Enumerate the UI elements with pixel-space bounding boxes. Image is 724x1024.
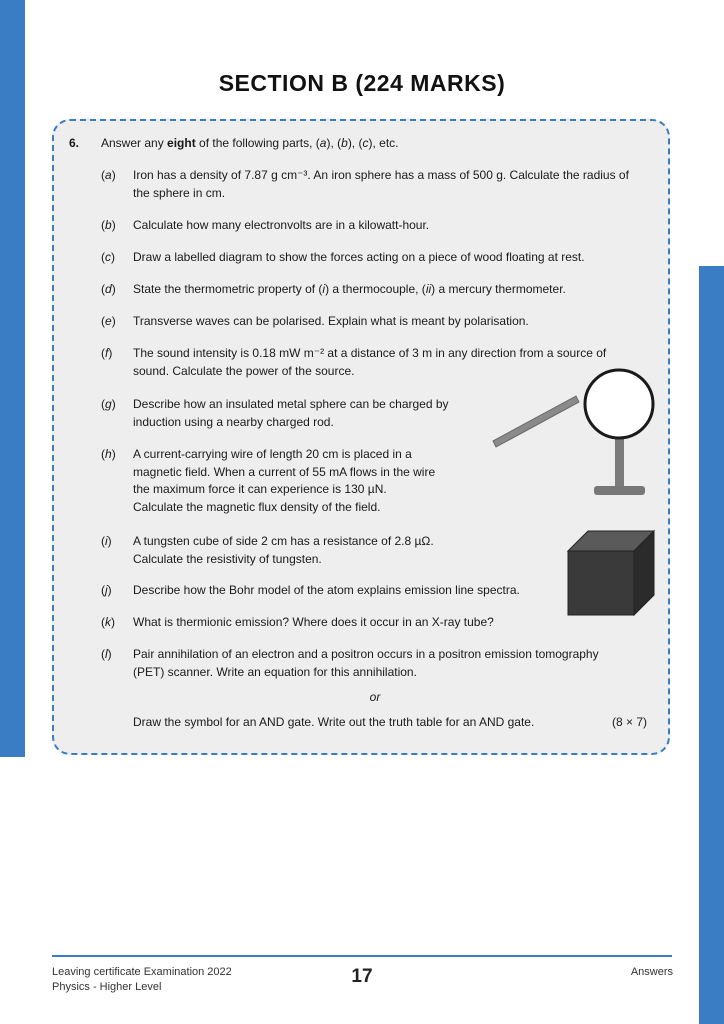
part-label-c: (c) <box>101 250 115 264</box>
part-label-g: (g) <box>101 397 116 411</box>
part-label-f: (f) <box>101 346 113 360</box>
question-intro: Answer any eight of the following parts, (a), (b), (c), etc. <box>101 136 399 150</box>
part-label-e: (e) <box>101 314 116 328</box>
part-a-text: Iron has a density of 7.87 g cm⁻³. An iron sphere has a mass of 500 g. Calculate the radius of the sphere in cm. <box>133 168 629 200</box>
part-label-h: (h) <box>101 447 116 461</box>
tungsten-cube-illustration <box>568 531 658 617</box>
part-label-i: (i) <box>101 534 112 548</box>
part-h-text: A current-carrying wire of length 20 cm is placed in a magnetic field. When a current of 55 mA flows in the wire the maximum force it can experience is 130 µN. Calculate the magnetic flux density of the field. <box>133 447 436 514</box>
or-separator: or <box>369 690 381 704</box>
part-g-text: Describe how an insulated metal sphere can be charged by induction using a nearby charged rod. <box>133 397 449 429</box>
page-number: 17 <box>351 966 373 987</box>
part-d-text: State the thermometric property of (i) a thermocouple, (ii) a mercury thermometer. <box>133 282 566 296</box>
part-k-text: What is thermionic emission? Where does it occur in an X-ray tube? <box>133 615 494 629</box>
part-c-text: Draw a labelled diagram to show the forces acting on a piece of wood floating at rest. <box>133 250 585 264</box>
question-number: 6. <box>69 136 80 150</box>
footer-answers-label: Answers <box>630 966 673 978</box>
part-label-b: (b) <box>101 218 116 232</box>
marks-allocation: (8 × 7) <box>612 715 648 729</box>
footer-divider <box>52 955 672 957</box>
part-label-l: (l) <box>101 647 112 661</box>
part-label-d: (d) <box>101 282 116 296</box>
footer-exam-info: Leaving certificate Examination 2022 Physics - Higher Level <box>52 966 232 993</box>
part-l-text: Pair annihilation of an electron and a positron occurs in a positron emission tomography (PET) scanner. Write an equation for this annihilation. <box>133 647 599 679</box>
part-label-a: (a) <box>101 168 116 182</box>
metal-sphere-on-stand-illustration <box>490 366 660 501</box>
part-label-j: (j) <box>101 583 112 597</box>
left-accent-bar <box>0 0 25 757</box>
right-accent-bar <box>699 266 724 1024</box>
charged-rod-illustration <box>493 396 579 447</box>
part-l-alternative-text: Draw the symbol for an AND gate. Write out the truth table for an AND gate. <box>133 715 535 729</box>
part-label-k: (k) <box>101 615 115 629</box>
part-b-text: Calculate how many electronvolts are in a kilowatt-hour. <box>133 218 430 232</box>
part-e-text: Transverse waves can be polarised. Explain what is meant by polarisation. <box>133 314 529 328</box>
part-j-text: Describe how the Bohr model of the atom explains emission line spectra. <box>133 583 520 597</box>
section-title: SECTION B (224 MARKS) <box>218 70 506 96</box>
part-i-text: A tungsten cube of side 2 cm has a resistance of 2.8 µΩ. Calculate the resistivity of tungsten. <box>133 534 434 566</box>
part-f-text: The sound intensity is 0.18 mW m⁻² at a distance of 3 m in any direction from a source of sound. Calculate the power of the source. <box>133 346 607 378</box>
